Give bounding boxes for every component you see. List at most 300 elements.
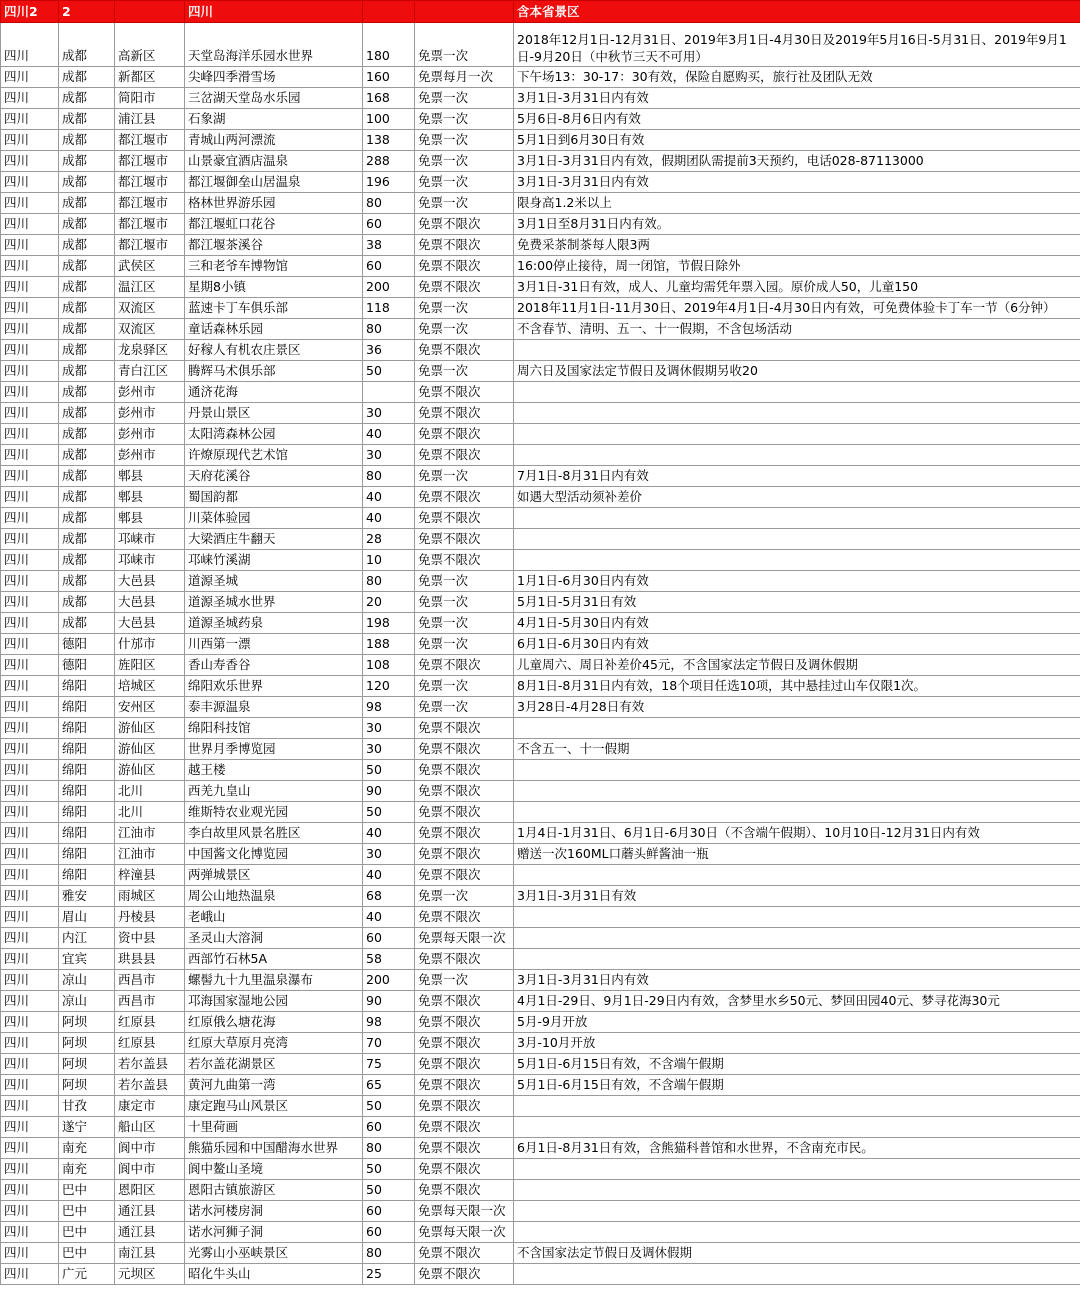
attraction-cell[interactable]: 周公山地热温泉 bbox=[185, 886, 363, 907]
price-cell[interactable]: 138 bbox=[363, 130, 415, 151]
price-cell[interactable]: 98 bbox=[363, 697, 415, 718]
district-cell[interactable]: 郫县 bbox=[115, 466, 185, 487]
attraction-cell[interactable]: 通济花海 bbox=[185, 382, 363, 403]
attraction-cell[interactable]: 山景豪宜酒店温泉 bbox=[185, 151, 363, 172]
city-cell[interactable]: 绵阳 bbox=[59, 739, 115, 760]
province-cell[interactable]: 四川 bbox=[1, 991, 59, 1012]
city-cell[interactable]: 成都 bbox=[59, 235, 115, 256]
province-cell[interactable]: 四川 bbox=[1, 340, 59, 361]
price-cell[interactable]: 288 bbox=[363, 151, 415, 172]
ticket-policy-cell[interactable]: 免票不限次 bbox=[415, 382, 514, 403]
price-cell[interactable]: 60 bbox=[363, 1201, 415, 1222]
district-cell[interactable]: 北川 bbox=[115, 781, 185, 802]
province-cell[interactable]: 四川 bbox=[1, 151, 59, 172]
district-cell[interactable]: 江油市 bbox=[115, 844, 185, 865]
city-cell[interactable]: 甘孜 bbox=[59, 1096, 115, 1117]
ticket-policy-cell[interactable]: 免票不限次 bbox=[415, 907, 514, 928]
province-cell[interactable]: 四川 bbox=[1, 550, 59, 571]
notes-cell[interactable]: 3月1日-3月31日内有效 bbox=[514, 172, 1080, 193]
city-cell[interactable]: 成都 bbox=[59, 445, 115, 466]
price-cell[interactable]: 90 bbox=[363, 781, 415, 802]
district-cell[interactable]: 大邑县 bbox=[115, 592, 185, 613]
attraction-cell[interactable]: 康定跑马山风景区 bbox=[185, 1096, 363, 1117]
attraction-cell[interactable]: 越王楼 bbox=[185, 760, 363, 781]
district-cell[interactable]: 大邑县 bbox=[115, 571, 185, 592]
city-cell[interactable]: 阿坝 bbox=[59, 1075, 115, 1096]
ticket-policy-cell[interactable]: 免票不限次 bbox=[415, 1096, 514, 1117]
province-cell[interactable]: 四川 bbox=[1, 1075, 59, 1096]
header-cell-province[interactable]: 四川2 bbox=[1, 1, 59, 23]
ticket-policy-cell[interactable]: 免票一次 bbox=[415, 676, 514, 697]
notes-cell[interactable] bbox=[514, 550, 1080, 571]
district-cell[interactable]: 彭州市 bbox=[115, 445, 185, 466]
notes-cell[interactable]: 2018年11月1日-11月30日、2019年4月1日-4月30日内有效，可免费体验卡丁车一节（6分钟） bbox=[514, 298, 1080, 319]
price-cell[interactable]: 98 bbox=[363, 1012, 415, 1033]
price-cell[interactable]: 80 bbox=[363, 1138, 415, 1159]
notes-cell[interactable] bbox=[514, 718, 1080, 739]
attraction-cell[interactable]: 阆中鳌山圣境 bbox=[185, 1159, 363, 1180]
price-cell[interactable]: 40 bbox=[363, 508, 415, 529]
notes-cell[interactable]: 3月-10月开放 bbox=[514, 1033, 1080, 1054]
province-cell[interactable]: 四川 bbox=[1, 655, 59, 676]
price-cell[interactable]: 50 bbox=[363, 760, 415, 781]
notes-cell[interactable]: 免费采茶制茶每人限3两 bbox=[514, 235, 1080, 256]
ticket-policy-cell[interactable]: 免票不限次 bbox=[415, 823, 514, 844]
price-cell[interactable]: 118 bbox=[363, 298, 415, 319]
province-cell[interactable]: 四川 bbox=[1, 529, 59, 550]
district-cell[interactable]: 都江堰市 bbox=[115, 172, 185, 193]
district-cell[interactable]: 龙泉驿区 bbox=[115, 340, 185, 361]
ticket-policy-cell[interactable]: 免票一次 bbox=[415, 571, 514, 592]
notes-cell[interactable] bbox=[514, 865, 1080, 886]
ticket-policy-cell[interactable]: 免票一次 bbox=[415, 88, 514, 109]
city-cell[interactable]: 成都 bbox=[59, 130, 115, 151]
price-cell[interactable]: 80 bbox=[363, 1243, 415, 1264]
province-cell[interactable]: 四川 bbox=[1, 487, 59, 508]
price-cell[interactable]: 30 bbox=[363, 718, 415, 739]
price-cell[interactable]: 198 bbox=[363, 613, 415, 634]
notes-cell[interactable] bbox=[514, 928, 1080, 949]
attraction-cell[interactable]: 维斯特农业观光园 bbox=[185, 802, 363, 823]
attraction-cell[interactable]: 红原大草原月亮湾 bbox=[185, 1033, 363, 1054]
notes-cell[interactable] bbox=[514, 907, 1080, 928]
ticket-policy-cell[interactable]: 免票不限次 bbox=[415, 781, 514, 802]
notes-cell[interactable] bbox=[514, 1222, 1080, 1243]
district-cell[interactable]: 康定市 bbox=[115, 1096, 185, 1117]
attraction-cell[interactable]: 昭化牛头山 bbox=[185, 1264, 363, 1285]
ticket-policy-cell[interactable]: 免票不限次 bbox=[415, 1159, 514, 1180]
attraction-cell[interactable]: 绵阳欢乐世界 bbox=[185, 676, 363, 697]
city-cell[interactable]: 阿坝 bbox=[59, 1033, 115, 1054]
attraction-cell[interactable]: 石象湖 bbox=[185, 109, 363, 130]
province-cell[interactable]: 四川 bbox=[1, 781, 59, 802]
district-cell[interactable]: 阆中市 bbox=[115, 1138, 185, 1159]
ticket-policy-cell[interactable]: 免票一次 bbox=[415, 466, 514, 487]
attraction-cell[interactable]: 蓝速卡丁车俱乐部 bbox=[185, 298, 363, 319]
district-cell[interactable]: 浦江县 bbox=[115, 109, 185, 130]
city-cell[interactable]: 成都 bbox=[59, 613, 115, 634]
ticket-policy-cell[interactable]: 免票一次 bbox=[415, 697, 514, 718]
ticket-policy-cell[interactable]: 免票不限次 bbox=[415, 214, 514, 235]
city-cell[interactable]: 成都 bbox=[59, 382, 115, 403]
attraction-cell[interactable]: 道源圣城药泉 bbox=[185, 613, 363, 634]
notes-cell[interactable] bbox=[514, 949, 1080, 970]
province-cell[interactable]: 四川 bbox=[1, 571, 59, 592]
district-cell[interactable]: 彭州市 bbox=[115, 424, 185, 445]
price-cell[interactable]: 28 bbox=[363, 529, 415, 550]
header-cell-region[interactable]: 四川 bbox=[185, 1, 363, 23]
district-cell[interactable]: 西昌市 bbox=[115, 970, 185, 991]
attraction-cell[interactable]: 诺水河楼房洞 bbox=[185, 1201, 363, 1222]
notes-cell[interactable]: 3月1日-3月31日内有效 bbox=[514, 970, 1080, 991]
price-cell[interactable]: 80 bbox=[363, 319, 415, 340]
province-cell[interactable]: 四川 bbox=[1, 634, 59, 655]
district-cell[interactable]: 红原县 bbox=[115, 1033, 185, 1054]
district-cell[interactable]: 都江堰市 bbox=[115, 151, 185, 172]
province-cell[interactable]: 四川 bbox=[1, 1201, 59, 1222]
price-cell[interactable]: 65 bbox=[363, 1075, 415, 1096]
city-cell[interactable]: 绵阳 bbox=[59, 718, 115, 739]
ticket-policy-cell[interactable]: 免票不限次 bbox=[415, 235, 514, 256]
district-cell[interactable]: 郫县 bbox=[115, 508, 185, 529]
district-cell[interactable]: 简阳市 bbox=[115, 88, 185, 109]
ticket-policy-cell[interactable]: 免票一次 bbox=[415, 193, 514, 214]
price-cell[interactable]: 120 bbox=[363, 676, 415, 697]
city-cell[interactable]: 巴中 bbox=[59, 1222, 115, 1243]
price-cell[interactable]: 50 bbox=[363, 1159, 415, 1180]
attraction-cell[interactable]: 都江堰茶溪谷 bbox=[185, 235, 363, 256]
attraction-cell[interactable]: 天堂岛海洋乐园水世界 bbox=[185, 23, 363, 67]
ticket-policy-cell[interactable]: 免票不限次 bbox=[415, 424, 514, 445]
province-cell[interactable]: 四川 bbox=[1, 844, 59, 865]
attraction-cell[interactable]: 好稼人有机农庄景区 bbox=[185, 340, 363, 361]
notes-cell[interactable] bbox=[514, 445, 1080, 466]
city-cell[interactable]: 成都 bbox=[59, 424, 115, 445]
province-cell[interactable]: 四川 bbox=[1, 907, 59, 928]
province-cell[interactable]: 四川 bbox=[1, 592, 59, 613]
district-cell[interactable]: 高新区 bbox=[115, 23, 185, 67]
city-cell[interactable]: 巴中 bbox=[59, 1201, 115, 1222]
price-cell[interactable]: 80 bbox=[363, 571, 415, 592]
ticket-policy-cell[interactable]: 免票不限次 bbox=[415, 340, 514, 361]
district-cell[interactable]: 旌阳区 bbox=[115, 655, 185, 676]
province-cell[interactable]: 四川 bbox=[1, 1096, 59, 1117]
ticket-policy-cell[interactable]: 免票不限次 bbox=[415, 277, 514, 298]
ticket-policy-cell[interactable]: 免票不限次 bbox=[415, 865, 514, 886]
province-cell[interactable]: 四川 bbox=[1, 403, 59, 424]
attraction-cell[interactable]: 邛海国家湿地公园 bbox=[185, 991, 363, 1012]
price-cell[interactable]: 30 bbox=[363, 403, 415, 424]
province-cell[interactable]: 四川 bbox=[1, 949, 59, 970]
city-cell[interactable]: 成都 bbox=[59, 109, 115, 130]
notes-cell[interactable]: 6月1日-8月31日有效，含熊猫科普馆和水世界，不含南充市民。 bbox=[514, 1138, 1080, 1159]
city-cell[interactable]: 成都 bbox=[59, 361, 115, 382]
notes-cell[interactable]: 限身高1.2米以上 bbox=[514, 193, 1080, 214]
ticket-policy-cell[interactable]: 免票一次 bbox=[415, 109, 514, 130]
ticket-policy-cell[interactable]: 免票不限次 bbox=[415, 991, 514, 1012]
ticket-policy-cell[interactable]: 免票不限次 bbox=[415, 844, 514, 865]
attraction-cell[interactable]: 星期8小镇 bbox=[185, 277, 363, 298]
district-cell[interactable]: 元坝区 bbox=[115, 1264, 185, 1285]
ticket-policy-cell[interactable]: 免票一次 bbox=[415, 634, 514, 655]
attraction-cell[interactable]: 十里荷画 bbox=[185, 1117, 363, 1138]
city-cell[interactable]: 绵阳 bbox=[59, 844, 115, 865]
city-cell[interactable]: 成都 bbox=[59, 23, 115, 67]
province-cell[interactable]: 四川 bbox=[1, 256, 59, 277]
city-cell[interactable]: 成都 bbox=[59, 256, 115, 277]
attraction-cell[interactable]: 青城山两河漂流 bbox=[185, 130, 363, 151]
province-cell[interactable]: 四川 bbox=[1, 823, 59, 844]
attraction-cell[interactable]: 中国酱文化博览园 bbox=[185, 844, 363, 865]
notes-cell[interactable]: 6月1日-6月30日内有效 bbox=[514, 634, 1080, 655]
province-cell[interactable]: 四川 bbox=[1, 67, 59, 88]
attraction-cell[interactable]: 西部竹石林5A bbox=[185, 949, 363, 970]
city-cell[interactable]: 成都 bbox=[59, 151, 115, 172]
province-cell[interactable]: 四川 bbox=[1, 214, 59, 235]
city-cell[interactable]: 德阳 bbox=[59, 655, 115, 676]
ticket-policy-cell[interactable]: 免票不限次 bbox=[415, 1117, 514, 1138]
province-cell[interactable]: 四川 bbox=[1, 1222, 59, 1243]
city-cell[interactable]: 成都 bbox=[59, 193, 115, 214]
ticket-policy-cell[interactable]: 免票不限次 bbox=[415, 508, 514, 529]
district-cell[interactable]: 阆中市 bbox=[115, 1159, 185, 1180]
province-cell[interactable]: 四川 bbox=[1, 466, 59, 487]
price-cell[interactable]: 40 bbox=[363, 487, 415, 508]
header-cell-notes[interactable]: 含本省景区 bbox=[514, 1, 1080, 23]
ticket-policy-cell[interactable]: 免票一次 bbox=[415, 319, 514, 340]
ticket-policy-cell[interactable]: 免票不限次 bbox=[415, 739, 514, 760]
attraction-cell[interactable]: 许燎原现代艺术馆 bbox=[185, 445, 363, 466]
attraction-cell[interactable]: 绵阳科技馆 bbox=[185, 718, 363, 739]
notes-cell[interactable]: 8月1日-8月31日内有效，18个项目任选10项，其中悬挂过山车仅限1次。 bbox=[514, 676, 1080, 697]
province-cell[interactable]: 四川 bbox=[1, 508, 59, 529]
province-cell[interactable]: 四川 bbox=[1, 424, 59, 445]
notes-cell[interactable] bbox=[514, 760, 1080, 781]
city-cell[interactable]: 绵阳 bbox=[59, 781, 115, 802]
district-cell[interactable]: 温江区 bbox=[115, 277, 185, 298]
district-cell[interactable]: 培城区 bbox=[115, 676, 185, 697]
district-cell[interactable]: 红原县 bbox=[115, 1012, 185, 1033]
district-cell[interactable]: 北川 bbox=[115, 802, 185, 823]
city-cell[interactable]: 绵阳 bbox=[59, 823, 115, 844]
attraction-cell[interactable]: 腾辉马术俱乐部 bbox=[185, 361, 363, 382]
district-cell[interactable]: 游仙区 bbox=[115, 739, 185, 760]
city-cell[interactable]: 成都 bbox=[59, 508, 115, 529]
price-cell[interactable]: 68 bbox=[363, 886, 415, 907]
district-cell[interactable]: 游仙区 bbox=[115, 760, 185, 781]
ticket-policy-cell[interactable]: 免票一次 bbox=[415, 592, 514, 613]
attraction-cell[interactable]: 川西第一漂 bbox=[185, 634, 363, 655]
ticket-policy-cell[interactable]: 免票不限次 bbox=[415, 760, 514, 781]
notes-cell[interactable]: 不含五一、十一假期 bbox=[514, 739, 1080, 760]
province-cell[interactable]: 四川 bbox=[1, 970, 59, 991]
price-cell[interactable]: 10 bbox=[363, 550, 415, 571]
notes-cell[interactable]: 周六日及国家法定节假日及调休假期另收20 bbox=[514, 361, 1080, 382]
price-cell[interactable]: 60 bbox=[363, 1222, 415, 1243]
notes-cell[interactable]: 不含国家法定节假日及调休假期 bbox=[514, 1243, 1080, 1264]
district-cell[interactable]: 双流区 bbox=[115, 319, 185, 340]
attraction-cell[interactable]: 道源圣城 bbox=[185, 571, 363, 592]
notes-cell[interactable] bbox=[514, 1201, 1080, 1222]
notes-cell[interactable]: 如遇大型活动须补差价 bbox=[514, 487, 1080, 508]
price-cell[interactable]: 200 bbox=[363, 970, 415, 991]
attraction-cell[interactable]: 李白故里风景名胜区 bbox=[185, 823, 363, 844]
notes-cell[interactable] bbox=[514, 1096, 1080, 1117]
notes-cell[interactable] bbox=[514, 1264, 1080, 1285]
price-cell[interactable]: 90 bbox=[363, 991, 415, 1012]
province-cell[interactable]: 四川 bbox=[1, 1138, 59, 1159]
price-cell[interactable]: 40 bbox=[363, 865, 415, 886]
price-cell[interactable]: 200 bbox=[363, 277, 415, 298]
ticket-policy-cell[interactable]: 免票不限次 bbox=[415, 1033, 514, 1054]
district-cell[interactable]: 邛崃市 bbox=[115, 529, 185, 550]
header-cell-price[interactable] bbox=[363, 1, 415, 23]
district-cell[interactable]: 通江县 bbox=[115, 1222, 185, 1243]
ticket-policy-cell[interactable]: 免票不限次 bbox=[415, 1075, 514, 1096]
attraction-cell[interactable]: 老峨山 bbox=[185, 907, 363, 928]
price-cell[interactable]: 70 bbox=[363, 1033, 415, 1054]
notes-cell[interactable] bbox=[514, 802, 1080, 823]
attraction-cell[interactable]: 诺水河狮子洞 bbox=[185, 1222, 363, 1243]
price-cell[interactable]: 188 bbox=[363, 634, 415, 655]
attraction-cell[interactable]: 若尔盖花湖景区 bbox=[185, 1054, 363, 1075]
province-cell[interactable]: 四川 bbox=[1, 886, 59, 907]
city-cell[interactable]: 阿坝 bbox=[59, 1012, 115, 1033]
attraction-cell[interactable]: 光雾山小巫峡景区 bbox=[185, 1243, 363, 1264]
city-cell[interactable]: 遂宁 bbox=[59, 1117, 115, 1138]
notes-cell[interactable]: 不含春节、清明、五一、十一假期，不含包场活动 bbox=[514, 319, 1080, 340]
attraction-cell[interactable]: 世界月季博览园 bbox=[185, 739, 363, 760]
attraction-cell[interactable]: 邛崃竹溪湖 bbox=[185, 550, 363, 571]
price-cell[interactable]: 75 bbox=[363, 1054, 415, 1075]
header-cell-district[interactable] bbox=[115, 1, 185, 23]
city-cell[interactable]: 宜宾 bbox=[59, 949, 115, 970]
province-cell[interactable]: 四川 bbox=[1, 193, 59, 214]
province-cell[interactable]: 四川 bbox=[1, 109, 59, 130]
district-cell[interactable]: 彭州市 bbox=[115, 403, 185, 424]
attraction-cell[interactable]: 三岔湖天堂岛水乐园 bbox=[185, 88, 363, 109]
district-cell[interactable]: 丹棱县 bbox=[115, 907, 185, 928]
ticket-policy-cell[interactable]: 免票一次 bbox=[415, 298, 514, 319]
price-cell[interactable]: 196 bbox=[363, 172, 415, 193]
province-cell[interactable]: 四川 bbox=[1, 445, 59, 466]
city-cell[interactable]: 内江 bbox=[59, 928, 115, 949]
province-cell[interactable]: 四川 bbox=[1, 739, 59, 760]
district-cell[interactable]: 都江堰市 bbox=[115, 235, 185, 256]
notes-cell[interactable]: 16:00停止接待，周一闭馆，节假日除外 bbox=[514, 256, 1080, 277]
district-cell[interactable]: 江油市 bbox=[115, 823, 185, 844]
attraction-cell[interactable]: 格林世界游乐园 bbox=[185, 193, 363, 214]
province-cell[interactable]: 四川 bbox=[1, 1033, 59, 1054]
city-cell[interactable]: 绵阳 bbox=[59, 760, 115, 781]
province-cell[interactable]: 四川 bbox=[1, 23, 59, 67]
price-cell[interactable]: 30 bbox=[363, 739, 415, 760]
attraction-cell[interactable]: 三和老爷车博物馆 bbox=[185, 256, 363, 277]
price-cell[interactable]: 108 bbox=[363, 655, 415, 676]
notes-cell[interactable]: 3月1日至8月31日内有效。 bbox=[514, 214, 1080, 235]
notes-cell[interactable]: 3月1日-3月31日内有效，假期团队需提前3天预约，电话028-87113000 bbox=[514, 151, 1080, 172]
notes-cell[interactable]: 1月4日-1月31日、6月1日-6月30日（不含端午假期）、10月10日-12月31日内有效 bbox=[514, 823, 1080, 844]
price-cell[interactable]: 180 bbox=[363, 23, 415, 67]
city-cell[interactable]: 雅安 bbox=[59, 886, 115, 907]
city-cell[interactable]: 绵阳 bbox=[59, 802, 115, 823]
district-cell[interactable]: 资中县 bbox=[115, 928, 185, 949]
price-cell[interactable]: 50 bbox=[363, 802, 415, 823]
price-cell[interactable]: 60 bbox=[363, 256, 415, 277]
ticket-policy-cell[interactable]: 免票每月一次 bbox=[415, 67, 514, 88]
district-cell[interactable]: 南江县 bbox=[115, 1243, 185, 1264]
price-cell[interactable]: 58 bbox=[363, 949, 415, 970]
attraction-cell[interactable]: 黄河九曲第一湾 bbox=[185, 1075, 363, 1096]
ticket-policy-cell[interactable]: 免票不限次 bbox=[415, 529, 514, 550]
province-cell[interactable]: 四川 bbox=[1, 88, 59, 109]
notes-cell[interactable] bbox=[514, 781, 1080, 802]
notes-cell[interactable]: 儿童周六、周日补差价45元，不含国家法定节假日及调休假期 bbox=[514, 655, 1080, 676]
price-cell[interactable]: 60 bbox=[363, 214, 415, 235]
province-cell[interactable]: 四川 bbox=[1, 1264, 59, 1285]
price-cell[interactable]: 25 bbox=[363, 1264, 415, 1285]
province-cell[interactable]: 四川 bbox=[1, 718, 59, 739]
province-cell[interactable]: 四川 bbox=[1, 613, 59, 634]
province-cell[interactable]: 四川 bbox=[1, 361, 59, 382]
district-cell[interactable]: 武侯区 bbox=[115, 256, 185, 277]
attraction-cell[interactable]: 川菜体验园 bbox=[185, 508, 363, 529]
city-cell[interactable]: 成都 bbox=[59, 88, 115, 109]
notes-cell[interactable]: 4月1日-5月30日内有效 bbox=[514, 613, 1080, 634]
province-cell[interactable]: 四川 bbox=[1, 1012, 59, 1033]
notes-cell[interactable]: 3月1日-3月31日内有效 bbox=[514, 88, 1080, 109]
city-cell[interactable]: 成都 bbox=[59, 550, 115, 571]
notes-cell[interactable]: 3月28日-4月28日有效 bbox=[514, 697, 1080, 718]
notes-cell[interactable]: 赠送一次160ML口蘑头鲜酱油一瓶 bbox=[514, 844, 1080, 865]
district-cell[interactable]: 游仙区 bbox=[115, 718, 185, 739]
district-cell[interactable]: 梓潼县 bbox=[115, 865, 185, 886]
district-cell[interactable]: 珙县县 bbox=[115, 949, 185, 970]
city-cell[interactable]: 成都 bbox=[59, 277, 115, 298]
district-cell[interactable]: 新都区 bbox=[115, 67, 185, 88]
city-cell[interactable]: 成都 bbox=[59, 298, 115, 319]
district-cell[interactable]: 青白江区 bbox=[115, 361, 185, 382]
ticket-policy-cell[interactable]: 免票不限次 bbox=[415, 256, 514, 277]
province-cell[interactable]: 四川 bbox=[1, 382, 59, 403]
price-cell[interactable]: 30 bbox=[363, 844, 415, 865]
ticket-policy-cell[interactable]: 免票不限次 bbox=[415, 1243, 514, 1264]
province-cell[interactable]: 四川 bbox=[1, 676, 59, 697]
city-cell[interactable]: 巴中 bbox=[59, 1243, 115, 1264]
district-cell[interactable]: 都江堰市 bbox=[115, 130, 185, 151]
notes-cell[interactable]: 5月6日-8月6日内有效 bbox=[514, 109, 1080, 130]
ticket-policy-cell[interactable]: 免票不限次 bbox=[415, 1054, 514, 1075]
ticket-policy-cell[interactable]: 免票一次 bbox=[415, 886, 514, 907]
price-cell[interactable]: 50 bbox=[363, 1180, 415, 1201]
province-cell[interactable]: 四川 bbox=[1, 235, 59, 256]
district-cell[interactable]: 若尔盖县 bbox=[115, 1054, 185, 1075]
notes-cell[interactable] bbox=[514, 1159, 1080, 1180]
notes-cell[interactable] bbox=[514, 529, 1080, 550]
district-cell[interactable]: 都江堰市 bbox=[115, 214, 185, 235]
province-cell[interactable]: 四川 bbox=[1, 760, 59, 781]
province-cell[interactable]: 四川 bbox=[1, 697, 59, 718]
province-cell[interactable]: 四川 bbox=[1, 1243, 59, 1264]
ticket-policy-cell[interactable]: 免票一次 bbox=[415, 151, 514, 172]
attraction-cell[interactable]: 天府花溪谷 bbox=[185, 466, 363, 487]
ticket-policy-cell[interactable]: 免票不限次 bbox=[415, 1138, 514, 1159]
city-cell[interactable]: 成都 bbox=[59, 319, 115, 340]
attraction-cell[interactable]: 西羌九皇山 bbox=[185, 781, 363, 802]
notes-cell[interactable] bbox=[514, 340, 1080, 361]
city-cell[interactable]: 成都 bbox=[59, 592, 115, 613]
notes-cell[interactable] bbox=[514, 1117, 1080, 1138]
